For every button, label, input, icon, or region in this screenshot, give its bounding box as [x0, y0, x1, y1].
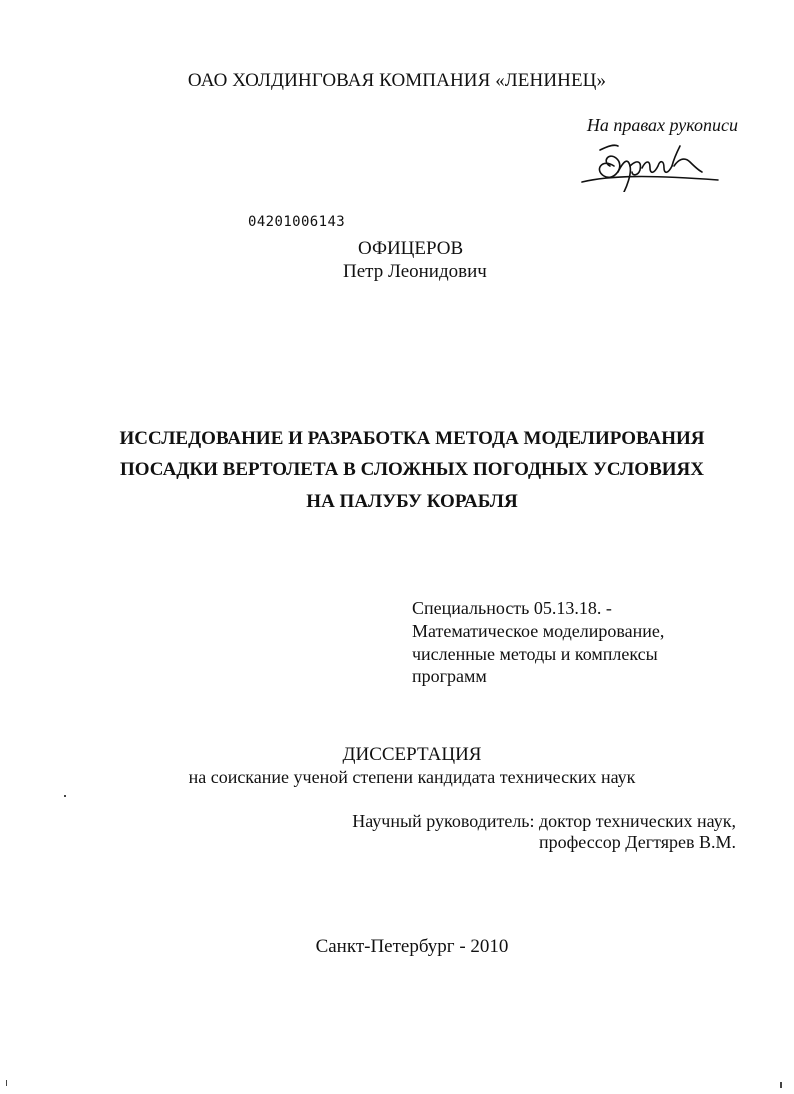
- rights-note: На правах рукописи: [586, 115, 738, 135]
- specialty-line: численные методы и комплексы: [412, 644, 658, 664]
- scan-speck: [64, 795, 66, 797]
- title-line: НА ПАЛУБУ КОРАБЛЯ: [306, 491, 518, 512]
- author-signature: [574, 136, 720, 192]
- specialty-line: Специальность 05.13.18. -: [412, 598, 612, 618]
- author-given-names: Петр Леонидович: [343, 261, 487, 282]
- supervisor-line: профессор Дегтярев В.М.: [539, 832, 736, 852]
- author-surname: ОФИЦЕРОВ: [358, 238, 464, 259]
- title-line: ИССЛЕДОВАНИЕ И РАЗРАБОТКА МЕТОДА МОДЕЛИРОВАНИЯ: [119, 428, 705, 449]
- specialty-line: программ: [412, 666, 487, 686]
- title-line: ПОСАДКИ ВЕРТОЛЕТА В СЛОЖНЫХ ПОГОДНЫХ УСЛОВИЯХ: [120, 459, 704, 480]
- work-type: ДИССЕРТАЦИЯ: [342, 744, 482, 765]
- place-and-year: Санкт-Петербург - 2010: [315, 936, 509, 957]
- registration-number: 04201006143: [248, 214, 346, 230]
- organization-name: ОАО ХОЛДИНГОВАЯ КОМПАНИЯ «ЛЕНИНЕЦ»: [187, 70, 607, 91]
- supervisor-line: Научный руководитель: доктор технических наук,: [352, 811, 736, 831]
- scan-speck: [6, 1080, 7, 1086]
- specialty-line: Математическое моделирование,: [412, 621, 665, 641]
- degree-line: на соискание ученой степени кандидата технических наук: [188, 767, 636, 787]
- scan-speck: [780, 1082, 782, 1088]
